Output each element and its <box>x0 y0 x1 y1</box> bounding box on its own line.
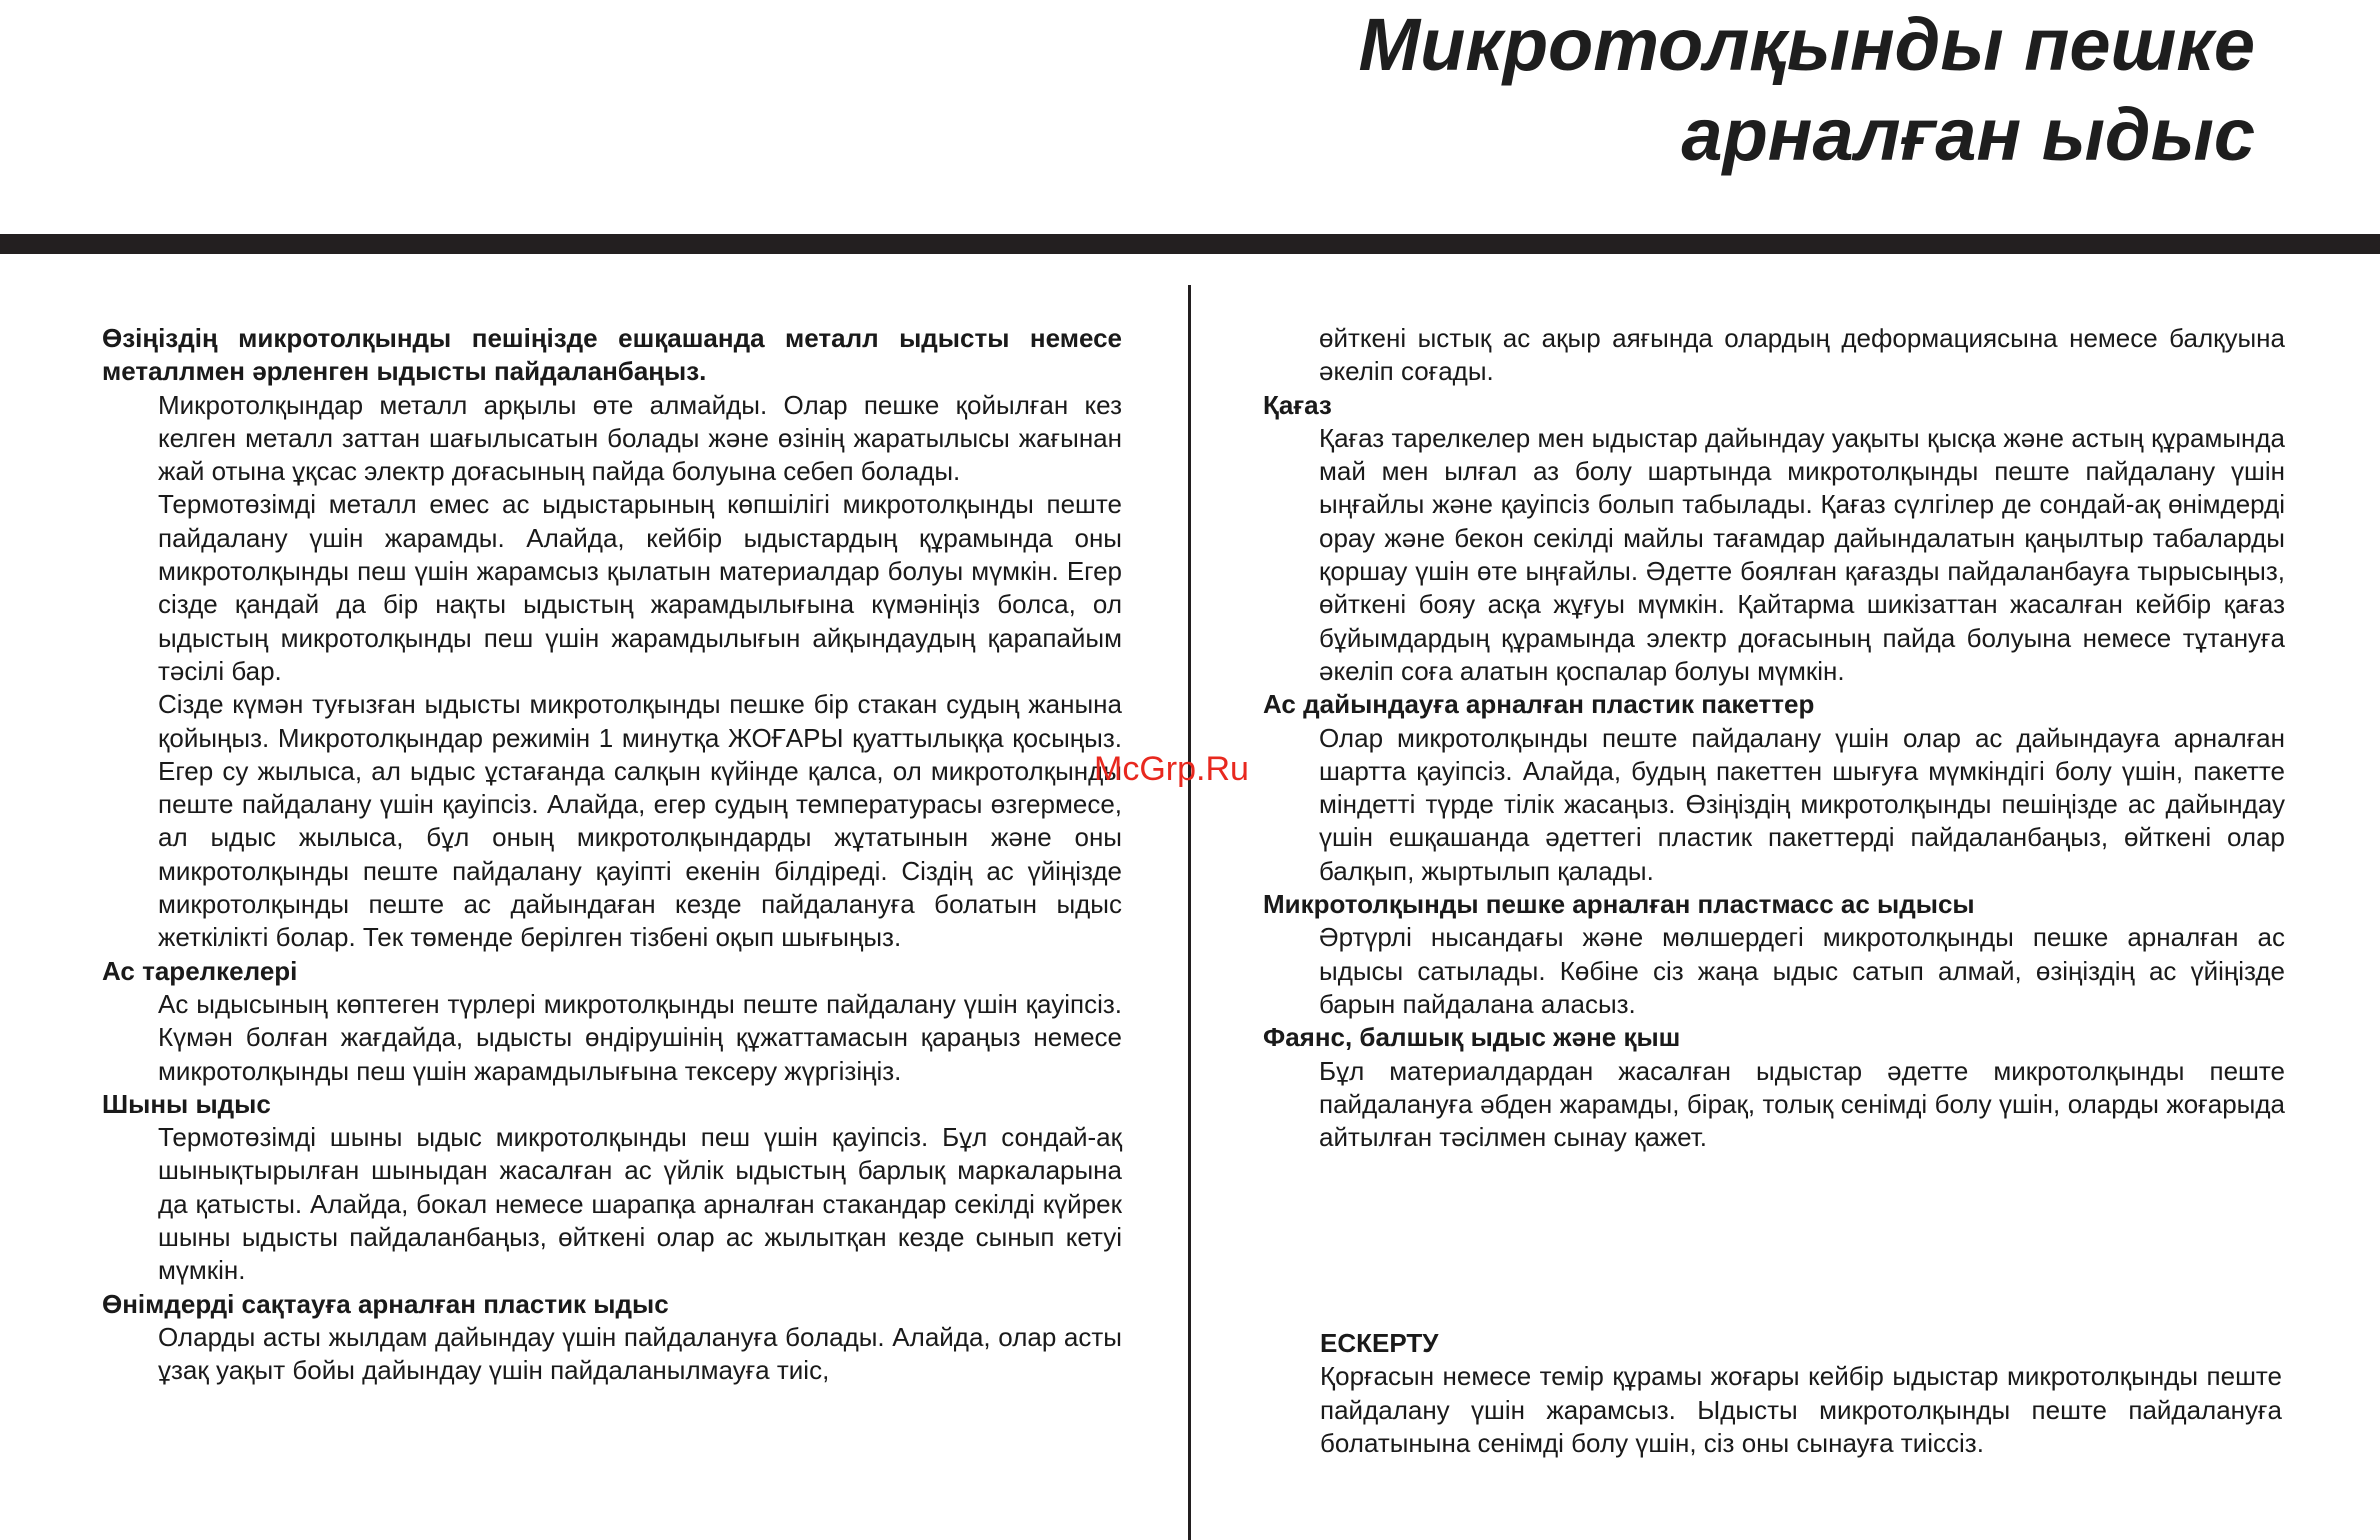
heading-storage-plastic: Өнімдерді сақтауға арналған пластик ыдыс <box>102 1288 669 1319</box>
heading-glass: Шыны ыдыс <box>102 1088 271 1119</box>
page-title-line-2: арналған ыдыс <box>1681 93 2255 176</box>
paragraph-cooking-bags: Олар микротолқынды пеште пайдалану үшін олар ас дайындауға арналған шартта қауіпсіз. Алайда, будың пакеттен шығуға мүмкіндігі болу үшін, пакетте міндетті түрде тілік жасаңыз. Өзіңіздің микротолқынды пешіңізде ас дайындау үшін ешқашанда әдеттегі пластик пакеттерді пайдаланбаңыз, өйткені олар балқып, жыртылып қалады. <box>1319 722 2285 886</box>
heading-faience: Фаянс, балшық ыдыс және қыш <box>1263 1022 1681 1053</box>
paragraph-microwave-plastic: Әртүрлі нысандағы және мөлшердегі микротолқынды пешке арналған ас ыдысы сатылады. Көбіне сіз жаңа ыдыс сатып алмай, өзіңіздің ас үйіңізде барын пайдалана аласыз. <box>1319 922 2285 1019</box>
header-rule <box>0 234 2380 254</box>
paragraph-water-test: Сізде күмән туғызған ыдысты микротолқынды пешке бір стакан судың жанына қойыңыз. Микротолқындар режимін 1 минутқа ЖОҒАРЫ қуаттылыққа қосыңыз. Егер су жылыса, ал ыдыс ұстағанда салқын күйінде қалса, ол микротолқынды пеште пайдалану үшін қауіпсіз. Алайда, егер судың температурасы өзгермесе, ал ыдыс жылыса, бұл оның микротолқындарды жұтатынын және оны микротолқынды пеште пайдалану қауіпті екенін білдіреді. Сіздің ас үйіңізде микротолқынды пеште ас дайындаған кезде пайдалануға болатын ыдыс жеткілікті болар. Тек төменде берілген тізбені оқып шығыңыз. <box>158 689 1122 953</box>
paragraph-heat-resistant: Термотөзімді металл емес ас ыдыстарының көпшілігі микротолқынды пеште пайдалану үшін жарамды. Алайда, кейбір ыдыстардың құрамында оны микротолқынды пеш үшін жарамсыз қылатын материалдар болуы мүмкін. Егер сізде қандай да бір нақты ыдыстың жарамдылығына күмәніңіз болса, ол ыдыстың микротолқынды пеш үшін жарамдылығын айқындаудың қарапайым тәсілі бар. <box>158 489 1122 686</box>
watermark: McGrp.Ru <box>1094 750 1249 788</box>
heading-microwave-plastic: Микротолқынды пешке арналған пластмасс ас ыдысы <box>1263 889 1975 920</box>
left-column <box>102 322 1122 1388</box>
paragraph-paper: Қағаз тарелкелер мен ыдыстар дайындау уақыты қысқа және астың құрамында май мен ылғал аз болу шартында микротолқынды пеште пайдалану үшін ыңғайлы және қауіпсіз болып табылады. Қағаз сүлгілер де сондай-ақ өнімдерді орау және бекон секілді майлы тағамдар дайындалатын қаңылтыр табаларды қоршау үшін өте ыңғайлы. Әдетте боялған қағазды пайдаланбауға тырысыңыз, өйткені бояу асқа жұғуы мүмкін. Қайтарма шикізаттан жасалған кейбір қағаз бұйымдардың құрамында электр доғасының пайда болуына немесе тұтануға әкеліп соға алатын қоспалар болуы мүмкін. <box>1319 422 2285 686</box>
paragraph-storage-continued: өйткені ыстық ас ақыр аяғында олардың деформациясына немесе балқуына әкеліп соғады. <box>1319 323 2285 387</box>
paragraph-faience: Бұл материалдардан жасалған ыдыстар әдетте микротолқынды пеште пайдалануға әбден жарамды, бірақ, толық сенімді болу үшін, оларды жоғарыда айтылған тәсілмен сынау қажет. <box>1319 1055 2285 1153</box>
paragraph-storage-plastic: Оларды асты жылдам дайындау үшін пайдалануға болады. Алайда, олар асты ұзақ уақыт бойы дайындау үшін пайдаланылмауға тиіс, <box>158 1321 1122 1386</box>
heading-cooking-bags: Ас дайындауға арналған пластик пакеттер <box>1263 689 1815 720</box>
warning-note <box>1320 1327 2282 1460</box>
page-title <box>855 0 2255 180</box>
heading-paper: Қағаз <box>1263 389 1332 420</box>
page-title-line-1: Микротолқынды пешке <box>1358 3 2255 86</box>
intro-warning: Өзіңіздің микротолқынды пешіңізде ешқашанда металл ыдысты немесе металлмен әрленген ыдысты пайдаланбаңыз. <box>102 323 1122 387</box>
right-column <box>1263 322 2285 1154</box>
column-divider <box>1188 285 1191 1540</box>
note-text: Қорғасын немесе темір құрамы жоғары кейбір ыдыстар микротолқынды пеште пайдалану үшін жарамсыз. Ыдысты микротолқынды пеште пайдалануға болатынына сенімді болу үшін, сіз оны сынауға тиіссіз. <box>1320 1361 2282 1458</box>
paragraph-plates: Ас ыдысының көптеген түрлері микротолқынды пеште пайдалану үшін қауіпсіз. Күмән болған жағдайда, ыдысты өндірушінің құжаттамасын қараңыз немесе микротолқынды пеш үшін жарамдылығына тексеру жүргізіңіз. <box>158 988 1122 1086</box>
paragraph-glass: Термотөзімді шыны ыдыс микротолқынды пеш үшін қауіпсіз. Бұл сондай-ақ шынықтырылған шыныдан жасалған ас үйлік ыдыстың барлық маркаларына да қатысты. Алайда, бокал немесе шарапқа арналған стакандар секілді күйрек шыны ыдысты пайдаланбаңыз, өйткені олар ас жылытқан кезде сынып кетуі мүмкін. <box>158 1122 1122 1286</box>
paragraph-metal: Микротолқындар металл арқылы өте алмайды. Олар пешке қойылған кез келген металл заттан шағылысатын болады және өзінің жаратылысы жағынан жай отына ұқсас электр доғасының пайда болуына себеп болады. <box>158 389 1122 487</box>
heading-plates: Ас тарелкелері <box>102 955 298 986</box>
note-title: ЕСКЕРТУ <box>1320 1328 1439 1358</box>
